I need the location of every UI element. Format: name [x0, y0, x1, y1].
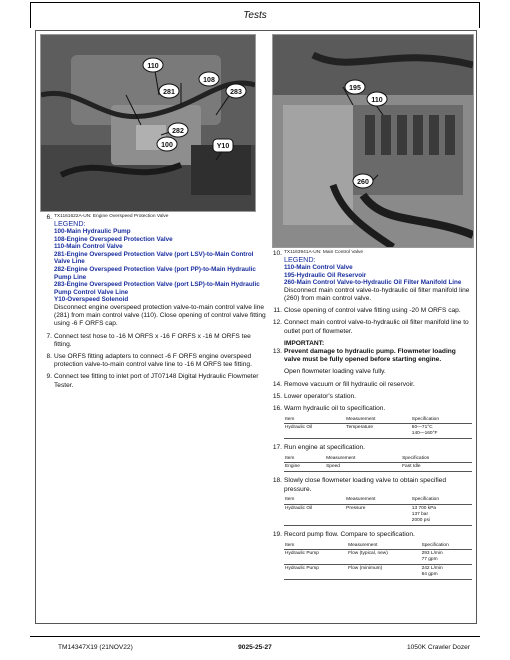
step-text: Disconnect main control valve-to-hydraulic oil filter manifold line (260) from main control valve.: [284, 286, 470, 302]
right-column: [270, 250, 472, 585]
step-12: [270, 319, 472, 335]
svg-text:110: 110: [147, 63, 159, 70]
spec-value: 64 gpm: [421, 572, 438, 578]
table-cell: Fast Idle: [401, 463, 472, 472]
table-cell: Flow (minimum): [347, 565, 420, 580]
callout-108: [199, 72, 219, 86]
spec-value: 13 700 kPa: [411, 505, 437, 511]
svg-text:108: 108: [203, 77, 215, 84]
step-text: Connect tee fitting to inlet port of JT07148 Digital Hydraulic Flowmeter Tester.: [54, 373, 259, 389]
step-15: [270, 393, 472, 401]
step-number: 14.: [272, 380, 282, 388]
spec-table-pressure: [284, 497, 472, 526]
step-text: Remove vacuum or fill hydraulic oil reservoir.: [284, 380, 415, 388]
table-cell: Engine: [284, 463, 325, 472]
table-row: [284, 424, 472, 439]
legend-title: LEGEND:: [284, 255, 316, 264]
footer-doc-id: TM14347X19 (21NOV22): [58, 644, 133, 651]
engine-overspeed-valve-photo: [40, 34, 256, 212]
step-11: [270, 307, 472, 315]
table-cell: Hydraulic Pump: [284, 565, 347, 580]
step-6: [40, 214, 268, 329]
spec-value: 77 gpm: [421, 557, 438, 563]
legend-item: 108-Engine Overspeed Protection Valve: [54, 235, 173, 243]
step-16: [270, 405, 472, 439]
table-cell: [421, 550, 472, 565]
callout-100: [157, 137, 177, 151]
callout-281: [159, 84, 179, 98]
step-text: Disconnect engine overspeed protection valve-to-main control valve line (281) from main control valve (110). Close opening of control valve fitting using -6 F ORFS cap.: [54, 303, 266, 328]
legend-item: 283-Engine Overspeed Protection Valve (port LSP)-to-Main Hydraulic Pump Control Valve Line: [54, 281, 260, 296]
legend-item: 195-Hydraulic Oil Reservoir: [284, 271, 367, 279]
table-cell: Flow (typical, new): [347, 550, 420, 565]
main-control-valve-illustration: [273, 35, 473, 247]
callout-110-right: [367, 92, 387, 106]
table-header: Item: [284, 497, 345, 505]
svg-text:283: 283: [230, 89, 242, 96]
step-17: [270, 444, 472, 472]
callout-195: [345, 80, 365, 94]
engine-overspeed-valve-illustration: [41, 35, 255, 211]
table-header: Specification: [421, 542, 472, 550]
spec-table-speed: [284, 455, 472, 472]
table-header: Item: [284, 542, 347, 550]
step-number: 17.: [272, 444, 282, 452]
callout-y10: [213, 139, 233, 152]
svg-text:195: 195: [349, 85, 361, 92]
table-row: [284, 463, 472, 472]
table-cell: Hydraulic Pump: [284, 550, 347, 565]
step-13: [270, 348, 472, 377]
step-14: [270, 381, 472, 389]
svg-text:100: 100: [161, 142, 173, 149]
table-header: Specification: [401, 455, 472, 463]
table-header: Item: [284, 455, 325, 463]
step-number: 15.: [272, 392, 282, 400]
legend-item: Y10-Overspeed Solenoid: [54, 296, 129, 304]
table-header: Measurement: [345, 497, 411, 505]
callout-283: [226, 84, 246, 98]
step-number: 13.: [272, 348, 282, 355]
svg-text:Y10: Y10: [216, 143, 230, 150]
step-number: 9.: [46, 373, 52, 381]
spec-value: 140—160°F: [411, 431, 438, 437]
step-text: Warm hydraulic oil to specification.: [284, 405, 386, 413]
table-header: Measurement: [347, 542, 420, 550]
table-cell: Hydraulic Oil: [284, 424, 345, 439]
spec-table-flow: [284, 542, 472, 580]
step-text: Use ORFS fitting adapters to connect -6 F ORFS engine overspeed protection valve-to-main control valve line to -16 M ORFS tee fitting.: [54, 352, 252, 369]
step-number: 12.: [272, 319, 282, 327]
step-text: Connect main control valve-to-hydraulic oil filter manifold line to outlet port of flowmeter.: [284, 319, 469, 335]
table-cell: Pressure: [345, 504, 411, 525]
step-number: 19.: [272, 530, 282, 538]
table-cell: Speed: [325, 463, 401, 472]
step-number: 8.: [46, 352, 52, 360]
svg-text:281: 281: [163, 89, 175, 96]
table-row: [284, 550, 472, 565]
photo-caption-left: TX1161622A-UN: Engine Overspeed Protection Valve: [54, 214, 169, 219]
step-number: 7.: [46, 332, 52, 340]
important-label: IMPORTANT:: [284, 339, 325, 347]
step-number: 11.: [273, 307, 282, 315]
step-number: 6.: [46, 214, 52, 221]
table-cell: Temperature: [345, 424, 411, 439]
photo-caption-right: TX1163941A-UN: Main Control Valve: [284, 250, 364, 255]
svg-text:282: 282: [172, 128, 184, 135]
step-10: [270, 250, 472, 303]
important-note: [270, 340, 472, 348]
step-8: [40, 353, 268, 369]
table-cell: [411, 424, 472, 439]
svg-text:110: 110: [371, 97, 383, 104]
step-subtext: Open flowmeter loading valve fully.: [284, 368, 386, 376]
callout-260: [353, 174, 373, 188]
spec-value: 242 L/min: [421, 566, 443, 572]
legend-item: 110-Main Control Valve: [284, 264, 353, 271]
step-text: Close opening of control valve fitting using -20 M ORFS cap.: [284, 307, 461, 315]
step-7: [40, 333, 268, 349]
footer-model: 1050K Crawler Dozer: [406, 644, 470, 651]
step-9: [40, 373, 268, 389]
spec-value: 137 bar: [411, 511, 429, 517]
table-row: [284, 504, 472, 525]
legend-item: 260-Main Control Valve-to-Hydraulic Oil Filter Manifold Line: [284, 279, 462, 287]
footer-page-number: 9025-25-27: [238, 644, 272, 651]
main-control-valve-photo: [272, 34, 474, 248]
step-text: Slowly close flowmeter loading valve to obtain specified pressure.: [284, 477, 446, 493]
table-header: Specification: [411, 497, 472, 505]
step-number: 18.: [272, 477, 282, 485]
step-18: [270, 477, 472, 525]
table-header: Measurement: [325, 455, 401, 463]
table-cell: Hydraulic Oil: [284, 504, 345, 525]
table-header: Measurement: [345, 416, 411, 424]
left-column: [40, 214, 268, 394]
legend-item: 282-Engine Overspeed Protection Valve (port PP)-to-Main Hydraulic Pump Line: [54, 265, 256, 281]
table-row: [284, 565, 472, 580]
callout-110: [143, 58, 163, 72]
step-text: Run engine at specification.: [284, 444, 366, 452]
table-cell: [411, 504, 472, 525]
spec-value: 60—71°C: [411, 425, 433, 431]
step-text: Connect test hose to -16 M ORFS x -16 F ORFS x -16 M ORFS tee fitting.: [54, 332, 251, 348]
step-number: 16.: [272, 405, 282, 413]
spec-table-temperature: [284, 416, 472, 439]
page-title: Tests: [243, 10, 267, 21]
callout-282: [168, 123, 188, 137]
step-text: Lower operator's station.: [284, 392, 356, 400]
step-19: [270, 531, 472, 580]
table-header: Item: [284, 416, 345, 424]
legend-item: 281-Engine Overspeed Protection Valve (port LSV)-to-Main Control Valve Line: [54, 250, 254, 266]
table-cell: [421, 565, 472, 580]
footer-rule: [30, 636, 480, 637]
legend-title: LEGEND:: [54, 219, 86, 228]
svg-text:260: 260: [357, 179, 369, 186]
step-number: 10.: [272, 250, 282, 257]
spec-value: 293 L/min: [421, 551, 443, 557]
table-header: Specification: [411, 416, 472, 424]
step-text: Prevent damage to hydraulic pump. Flowmeter loading valve must be fully opened before starting engine.: [284, 348, 456, 364]
spec-value: 2000 psi: [411, 517, 430, 523]
step-text: Record pump flow. Compare to specification.: [284, 530, 415, 538]
legend-item: 110-Main Control Valve: [54, 243, 123, 251]
legend-item: 100-Main Hydraulic Pump: [54, 228, 131, 235]
